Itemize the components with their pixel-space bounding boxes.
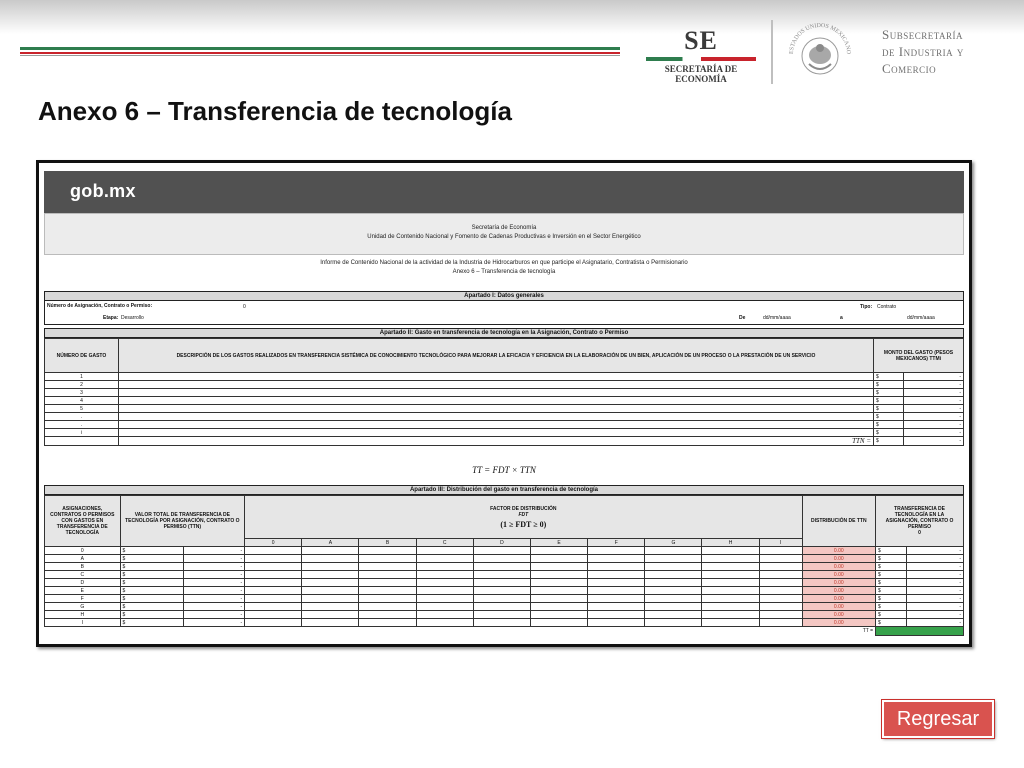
factor-cell: [302, 619, 359, 627]
factor-cell: [702, 547, 759, 555]
factor-cell: [473, 595, 530, 603]
ttn-spacer: [45, 437, 119, 446]
section-2-table: [44, 338, 964, 446]
factor-cell: [588, 563, 645, 571]
factor-cell: [473, 579, 530, 587]
expense-number: 5: [45, 405, 119, 413]
assign-key: A: [45, 555, 121, 563]
factor-cell: [588, 587, 645, 595]
expense-row: [45, 421, 964, 429]
col-dist-header: DISTRIBUCIÓN DE TTN: [802, 496, 876, 547]
expense-currency: $: [874, 389, 904, 397]
factor-col-header: A: [302, 539, 359, 547]
ttn-currency: $: [120, 563, 183, 571]
factor-cell: [645, 563, 702, 571]
assign-key: H: [45, 611, 121, 619]
ttn-value: -: [183, 619, 244, 627]
factor-cell: [416, 571, 473, 579]
expense-row: [45, 405, 964, 413]
factor-cell: [759, 547, 802, 555]
factor-cell: [416, 611, 473, 619]
assign-key: G: [45, 603, 121, 611]
expense-row: [45, 373, 964, 381]
se-logo: [642, 26, 760, 84]
factor-cell: [759, 571, 802, 579]
transfer-currency: $: [876, 611, 907, 619]
factor-cell: [416, 579, 473, 587]
factor-cell: [588, 579, 645, 587]
assign-key: B: [45, 563, 121, 571]
factor-cell: [588, 547, 645, 555]
assignment-label: Número de Asignación, Contrato o Permiso:: [47, 303, 153, 309]
ttn-value: -: [183, 579, 244, 587]
ttn-value: -: [183, 547, 244, 555]
ttn-currency: $: [874, 437, 904, 446]
expense-amount: -: [904, 381, 964, 389]
factor-cell: [588, 555, 645, 563]
distribution-row: [45, 619, 964, 627]
factor-cell: [416, 547, 473, 555]
transfer-currency: $: [876, 547, 907, 555]
etapa-value: Desarrollo: [121, 315, 144, 321]
expense-currency: $: [874, 381, 904, 389]
factor-cell: [473, 587, 530, 595]
assign-key: E: [45, 587, 121, 595]
factor-cell: [245, 619, 302, 627]
distribution-value: 0.00: [802, 603, 876, 611]
expense-description: [118, 429, 873, 437]
factor-cell: [702, 563, 759, 571]
ttn-currency: $: [120, 603, 183, 611]
se-logo-bars: [646, 57, 756, 61]
ttn-value: -: [183, 603, 244, 611]
col-description-header: DESCRIPCIÓN DE LOS GASTOS REALIZADOS EN TRANSFERENCIA SISTÉMICA DE CONOCIMIENTO TECNOLÓGICO PARA MEJORAR LA EFICACIA Y EFICIENCIA EN LA ELABORACIÓN DE UN BIEN, APLICACIÓN DE UN PROCESO O LA PRESTACIÓN DE UN SERVICIO: [118, 339, 873, 373]
distribution-value: 0.00: [802, 547, 876, 555]
expense-description: [118, 381, 873, 389]
expense-number: 1: [45, 373, 119, 381]
factor-cell: [530, 571, 587, 579]
tipo-value: Contrato: [877, 304, 897, 310]
distribution-value: 0.00: [802, 555, 876, 563]
ttn-value: -: [183, 563, 244, 571]
distribution-value: 0.00: [802, 587, 876, 595]
factor-cell: [359, 555, 416, 563]
transfer-value: -: [906, 571, 963, 579]
expense-currency: $: [874, 405, 904, 413]
factor-range: (1 ≥ FDT ≥ 0): [500, 520, 547, 529]
factor-cell: [359, 595, 416, 603]
factor-cell: [302, 571, 359, 579]
transfer-value: -: [906, 611, 963, 619]
factor-cell: [302, 595, 359, 603]
assignment-value: 0: [243, 304, 246, 310]
factor-cell: [359, 619, 416, 627]
expense-amount: -: [904, 389, 964, 397]
factor-cell: [759, 595, 802, 603]
factor-cell: [245, 563, 302, 571]
spreadsheet-image: [36, 160, 972, 647]
subsecretaria-line-3: Comercio: [882, 61, 937, 76]
se-logo-text: SE: [684, 26, 718, 55]
expense-row: [45, 413, 964, 421]
factor-cell: [302, 547, 359, 555]
transfer-currency: $: [876, 555, 907, 563]
ttn-value: -: [183, 611, 244, 619]
factor-cell: [359, 571, 416, 579]
tipo-label: Tipo:: [860, 304, 873, 310]
factor-cell: [702, 571, 759, 579]
factor-cell: [359, 547, 416, 555]
section-1-body: [44, 301, 964, 325]
header-rule-gray: [20, 55, 620, 56]
factor-cell: [759, 579, 802, 587]
factor-cell: [759, 619, 802, 627]
expense-currency: $: [874, 373, 904, 381]
col-number-header: NÚMERO DE GASTO: [45, 339, 119, 373]
distribution-row: [45, 579, 964, 587]
distribution-value: 0.00: [802, 619, 876, 627]
expense-number: 4: [45, 397, 119, 405]
factor-cell: [759, 603, 802, 611]
expense-amount: -: [904, 429, 964, 437]
institution-line-1: Secretaría de Economía: [471, 225, 537, 231]
institution-block: [44, 213, 964, 255]
report-title: [44, 259, 964, 277]
transfer-currency: $: [876, 595, 907, 603]
factor-col-header: H: [702, 539, 759, 547]
distribution-value: 0.00: [802, 595, 876, 603]
transfer-value: -: [906, 595, 963, 603]
expense-row: [45, 429, 964, 437]
tt-total-row: [45, 627, 964, 636]
ttn-currency: $: [120, 555, 183, 563]
distribution-row: [45, 611, 964, 619]
distribution-row: [45, 571, 964, 579]
transfer-value: -: [906, 563, 963, 571]
formula-text: TT = FDT × TTN: [472, 465, 536, 475]
expense-description: [118, 413, 873, 421]
assign-key: D: [45, 579, 121, 587]
expense-description: [118, 405, 873, 413]
subsecretaria-line-1: Subsecretaría: [882, 27, 964, 42]
distribution-row: [45, 603, 964, 611]
report-line-2: Anexo 6 – Transferencia de tecnología: [452, 269, 556, 275]
transfer-currency: $: [876, 579, 907, 587]
factor-cell: [702, 611, 759, 619]
expense-description: [118, 421, 873, 429]
ttn-value: -: [183, 571, 244, 579]
factor-cell: [530, 579, 587, 587]
factor-cell: [702, 579, 759, 587]
ttn-amount: -: [904, 437, 964, 446]
ttn-total-row: [45, 437, 964, 446]
transfer-value: -: [906, 603, 963, 611]
page-title: Anexo 6 – Transferencia de tecnología: [38, 96, 512, 126]
factor-cell: [588, 619, 645, 627]
factor-cell: [302, 579, 359, 587]
factor-cell: [645, 595, 702, 603]
de-label: De: [739, 315, 746, 321]
factor-cell: [473, 619, 530, 627]
top-gradient: [0, 0, 1024, 34]
factor-cell: [359, 603, 416, 611]
ttn-label: TTN =: [118, 437, 873, 446]
ttn-value: -: [183, 595, 244, 603]
factor-cell: [530, 611, 587, 619]
factor-cell: [416, 595, 473, 603]
expense-currency: $: [874, 429, 904, 437]
a-value: dd/mm/aaaa: [907, 315, 935, 321]
factor-cell: [416, 555, 473, 563]
seal-text: ESTADOS UNIDOS MEXICANO: [788, 22, 852, 55]
assign-key: I: [45, 619, 121, 627]
distribution-row: [45, 587, 964, 595]
transfer-value: -: [906, 587, 963, 595]
factor-cell: [759, 611, 802, 619]
factor-col-header: F: [588, 539, 645, 547]
expense-number: .: [45, 421, 119, 429]
factor-col-header: C: [416, 539, 473, 547]
transfer-currency: $: [876, 571, 907, 579]
factor-cell: [416, 603, 473, 611]
assign-key: F: [45, 595, 121, 603]
factor-cell: [245, 571, 302, 579]
distribution-value: 0.00: [802, 611, 876, 619]
expense-currency: $: [874, 413, 904, 421]
ttn-currency: $: [120, 595, 183, 603]
factor-title: FACTOR DE DISTRIBUCIÓN: [490, 506, 557, 512]
factor-cell: [645, 579, 702, 587]
gobmx-logo: gob.mx: [70, 181, 136, 201]
factor-cell: [530, 563, 587, 571]
factor-cell: [473, 603, 530, 611]
tt-total-cell: [876, 627, 964, 636]
factor-cell: [645, 603, 702, 611]
factor-sub: FDT: [518, 512, 529, 518]
factor-cell: [245, 603, 302, 611]
factor-cell: [473, 547, 530, 555]
factor-cell: [530, 619, 587, 627]
de-value: dd/mm/aaaa: [763, 315, 791, 321]
factor-cell: [530, 587, 587, 595]
factor-cell: [473, 571, 530, 579]
expense-description: [118, 389, 873, 397]
factor-cell: [530, 555, 587, 563]
etapa-label: Etapa:: [103, 315, 119, 321]
factor-cell: [588, 571, 645, 579]
expense-amount: -: [904, 373, 964, 381]
section-2-header: Apartado II: Gasto en transferencia de tecnología en la Asignación, Contrato o Permiso: [44, 328, 964, 338]
factor-col-header: D: [473, 539, 530, 547]
factor-cell: [473, 555, 530, 563]
factor-cell: [245, 587, 302, 595]
tt-label: TT =: [862, 628, 874, 635]
factor-cell: [416, 563, 473, 571]
factor-cell: [359, 611, 416, 619]
col-transfer-header: [876, 496, 964, 547]
a-label: a: [840, 315, 843, 321]
factor-cell: [359, 587, 416, 595]
national-seal-icon: [785, 18, 855, 84]
expense-description: [118, 397, 873, 405]
expense-currency: $: [874, 421, 904, 429]
factor-cell: [473, 563, 530, 571]
factor-cell: [530, 547, 587, 555]
factor-cell: [302, 587, 359, 595]
assign-key: 0: [45, 547, 121, 555]
factor-col-header: I: [759, 539, 802, 547]
factor-cell: [588, 595, 645, 603]
factor-col-header: 0: [245, 539, 302, 547]
factor-col-header: B: [359, 539, 416, 547]
transfer-value: -: [906, 579, 963, 587]
ttn-currency: $: [120, 547, 183, 555]
factor-col-header: E: [530, 539, 587, 547]
ttn-value: -: [183, 587, 244, 595]
expense-amount: -: [904, 397, 964, 405]
transfer-title: TRANSFERENCIA DE TECNOLOGÍA EN LA ASIGNACIÓN, CONTRATO O PERMISO: [885, 506, 954, 530]
factor-cell: [645, 587, 702, 595]
factor-cell: [645, 555, 702, 563]
factor-col-header: G: [645, 539, 702, 547]
regresar-button[interactable]: Regresar: [882, 700, 994, 738]
distribution-row: [45, 555, 964, 563]
factor-cell: [302, 563, 359, 571]
expense-row: [45, 397, 964, 405]
ttn-currency: $: [120, 611, 183, 619]
col-amount-header: MONTO DEL GASTO (PESOS MEXICANOS) TTMi: [874, 339, 964, 373]
factor-cell: [245, 595, 302, 603]
factor-cell: [302, 611, 359, 619]
section-3-table: [44, 495, 964, 636]
section-3-header: Apartado III: Distribución del gasto en transferencia de tecnología: [44, 485, 964, 495]
tt-spacer: [45, 627, 803, 636]
factor-cell: [245, 611, 302, 619]
factor-cell: [645, 611, 702, 619]
distribution-row: [45, 547, 964, 555]
subsecretaria-line-2: de Industria y: [882, 44, 964, 59]
factor-cell: [416, 619, 473, 627]
ttn-currency: $: [120, 587, 183, 595]
logo-separator: [771, 20, 773, 84]
factor-cell: [588, 611, 645, 619]
institution-line-2: Unidad de Contenido Nacional y Fomento de Cadenas Productivas e Inversión en el Sector Energético: [367, 234, 641, 240]
factor-cell: [473, 611, 530, 619]
transfer-currency: $: [876, 619, 907, 627]
subsecretaria-label: [882, 26, 964, 77]
ttn-currency: $: [120, 571, 183, 579]
transfer-value: -: [906, 555, 963, 563]
distribution-value: 0.00: [802, 571, 876, 579]
factor-cell: [645, 619, 702, 627]
expense-number: i: [45, 429, 119, 437]
transfer-currency: $: [876, 587, 907, 595]
factor-cell: [702, 619, 759, 627]
factor-cell: [702, 587, 759, 595]
se-logo-subtitle: SECRETARÍA DE ECONOMÍA: [664, 64, 738, 84]
transfer-currency: $: [876, 563, 907, 571]
factor-cell: [645, 547, 702, 555]
factor-cell: [759, 555, 802, 563]
factor-cell: [588, 603, 645, 611]
expense-number: 2: [45, 381, 119, 389]
factor-cell: [302, 603, 359, 611]
expense-row: [45, 389, 964, 397]
factor-cell: [702, 555, 759, 563]
distribution-row: [45, 563, 964, 571]
transfer-currency: $: [876, 603, 907, 611]
factor-cell: [645, 571, 702, 579]
factor-cell: [530, 595, 587, 603]
col-total-header: VALOR TOTAL DE TRANSFERENCIA DE TECNOLOGÍA POR ASIGNACIÓN, CONTRATO O PERMISO (TTN): [120, 496, 245, 547]
expense-number: .: [45, 413, 119, 421]
transfer-sub: 0: [918, 530, 921, 536]
distribution-value: 0.00: [802, 579, 876, 587]
expense-amount: -: [904, 413, 964, 421]
assign-key: C: [45, 571, 121, 579]
factor-cell: [245, 547, 302, 555]
factor-cell: [245, 555, 302, 563]
expense-row: [45, 381, 964, 389]
ttn-currency: $: [120, 579, 183, 587]
factor-cell: [359, 579, 416, 587]
factor-cell: [759, 563, 802, 571]
factor-cell: [702, 603, 759, 611]
factor-cell: [759, 587, 802, 595]
factor-cell: [359, 563, 416, 571]
section-1-header: Apartado I: Datos generales: [44, 291, 964, 301]
expense-currency: $: [874, 397, 904, 405]
header-rule-red: [20, 52, 620, 54]
factor-cell: [245, 579, 302, 587]
factor-cell: [530, 603, 587, 611]
distribution-row: [45, 595, 964, 603]
expense-amount: -: [904, 421, 964, 429]
col-factor-header: [245, 496, 802, 539]
ttn-value: -: [183, 555, 244, 563]
transfer-value: -: [906, 619, 963, 627]
gobmx-banner: [44, 171, 964, 213]
factor-cell: [416, 587, 473, 595]
ttn-currency: $: [120, 619, 183, 627]
factor-cell: [302, 555, 359, 563]
report-line-1: Informe de Contenido Nacional de la actividad de la Industria de Hidrocarburos en que participe el Asignatario, Contratista o Permisionario: [320, 260, 688, 266]
expense-amount: -: [904, 405, 964, 413]
expense-description: [118, 373, 873, 381]
col-assign-header: ASIGNACIONES, CONTRATOS O PERMISOS CON GASTOS EN TRANSFERENCIA DE TECNOLOGÍA: [45, 496, 121, 547]
expense-number: 3: [45, 389, 119, 397]
distribution-value: 0.00: [802, 563, 876, 571]
transfer-value: -: [906, 547, 963, 555]
factor-cell: [702, 595, 759, 603]
